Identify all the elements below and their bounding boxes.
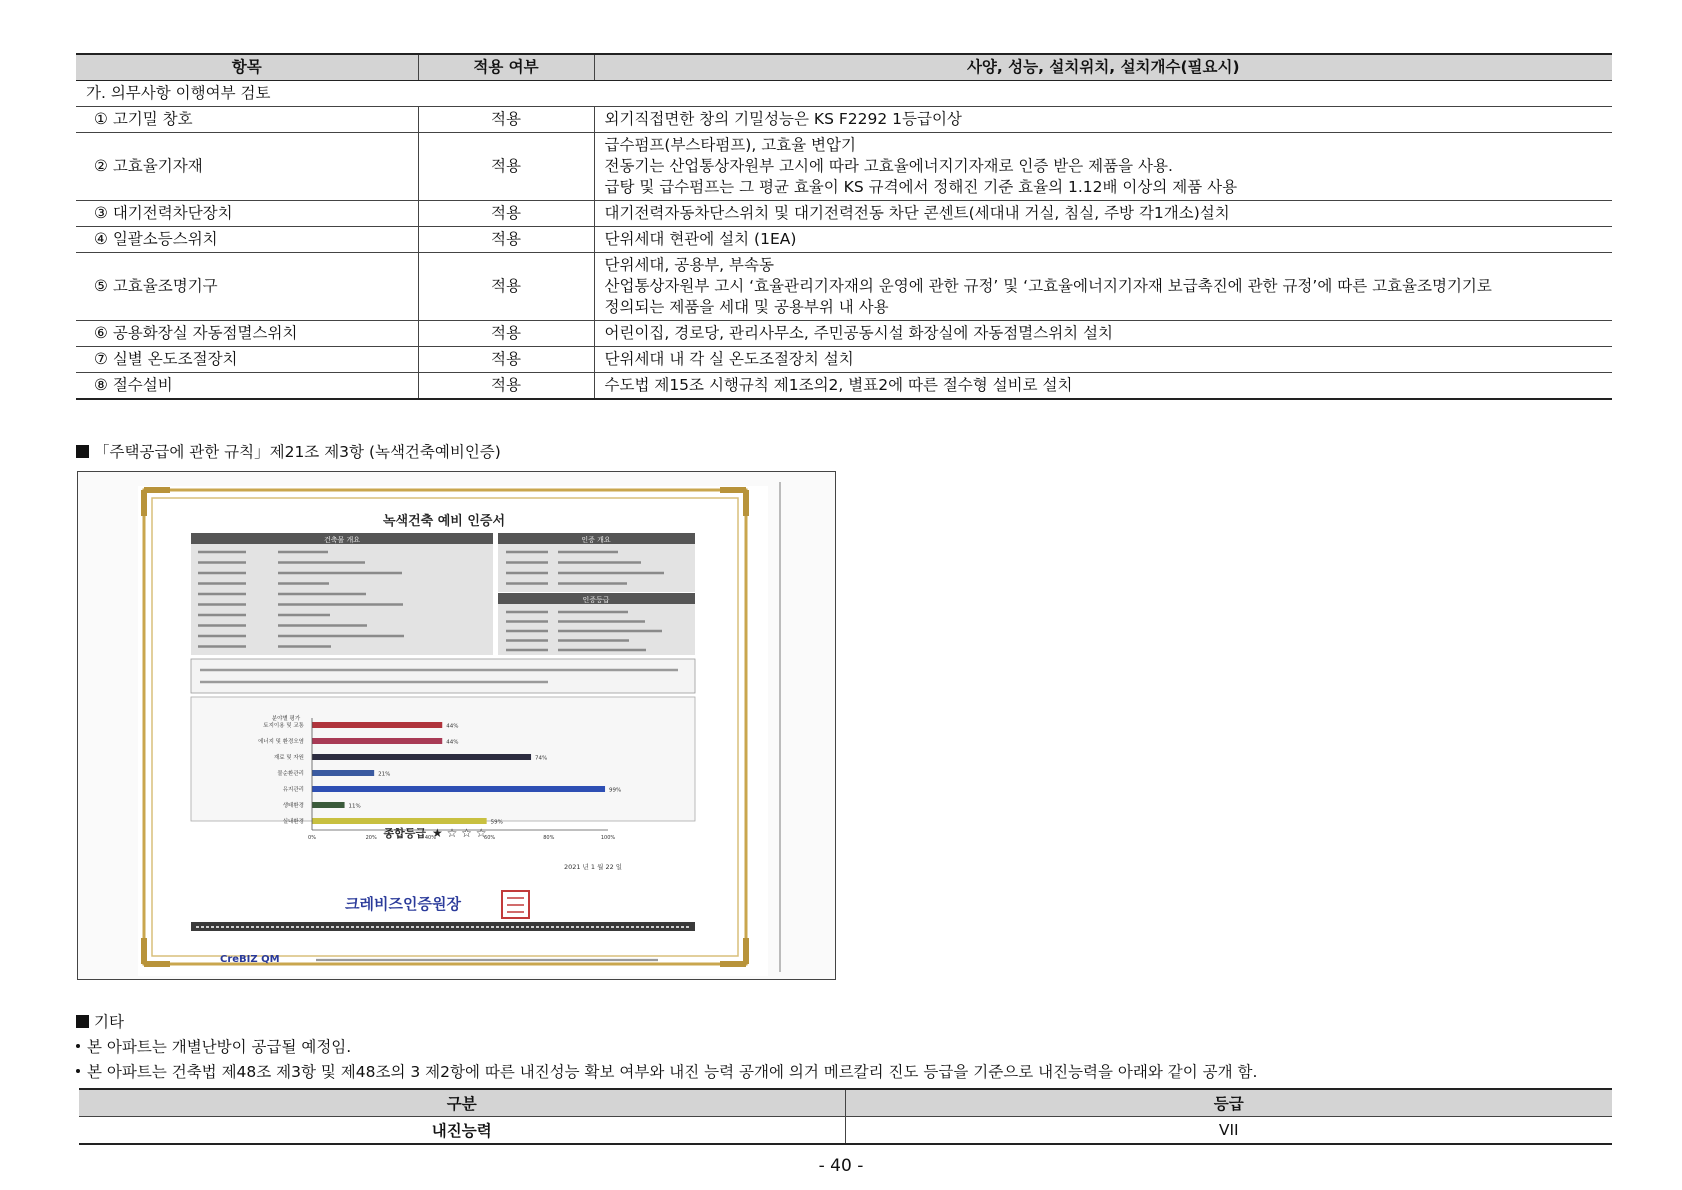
table-row xyxy=(76,201,1612,227)
mandatory-items-table xyxy=(76,53,1612,400)
chart-value-label: 74% xyxy=(535,755,548,762)
chart-bar xyxy=(312,738,442,744)
grade-table-header xyxy=(79,1089,1612,1117)
spec-cell xyxy=(594,133,1612,201)
bullet-dot-icon xyxy=(76,1069,80,1073)
left-info-box xyxy=(191,544,493,655)
cert-heading-text: 「주택공급에 관한 규칙」제21조 제3항 (녹색건축예비인증) xyxy=(94,443,501,461)
etc-heading xyxy=(76,1010,124,1032)
square-bullet-icon xyxy=(76,445,89,458)
etc-bullet-1 xyxy=(74,1035,351,1057)
cert-heading xyxy=(76,440,501,462)
chart-value-label: 44% xyxy=(446,723,459,730)
chart-bar xyxy=(312,770,374,776)
spec-cell xyxy=(594,253,1612,321)
chart-bar xyxy=(312,786,605,792)
spec-line: 급수펌프(부스타펌프), 고효율 변압기 xyxy=(604,136,856,154)
seismic-grade-table xyxy=(79,1088,1612,1145)
statement-box xyxy=(191,659,695,693)
chart-tick-label: 20% xyxy=(365,835,377,841)
chart-title: 분야별 평가 xyxy=(271,716,301,722)
section-title: 가. 의무사항 이행여부 검토 xyxy=(76,81,1612,107)
chart-category-label: 재료 및 자원 xyxy=(273,755,304,761)
spec-line: 수도법 제15조 시행규칙 제1조의2, 별표2에 따른 절수형 설비로 설치 xyxy=(604,376,1073,394)
item-name: ⑧ 절수설비 xyxy=(76,373,418,400)
chart-bar xyxy=(312,802,345,808)
chart-value-label: 44% xyxy=(446,739,459,746)
spec-cell xyxy=(594,321,1612,347)
cert-issuer: 크레비즈인증원장 xyxy=(345,895,461,913)
chart-tick-label: 60% xyxy=(484,835,496,841)
chart-bar xyxy=(312,722,442,728)
table-row xyxy=(76,373,1612,400)
chart-bar xyxy=(312,754,531,760)
applied-status: 적용 xyxy=(418,373,594,400)
grade-table-row xyxy=(79,1117,1612,1145)
grade-header-grade: 등급 xyxy=(845,1089,1612,1117)
square-bullet-icon xyxy=(76,1015,89,1028)
spec-cell xyxy=(594,347,1612,373)
chart-tick-label: 80% xyxy=(543,835,555,841)
grade-header: 인증등급 xyxy=(582,596,610,604)
applied-status: 적용 xyxy=(418,347,594,373)
chart-tick-label: 100% xyxy=(600,835,616,841)
item-name: ③ 대기전력차단장치 xyxy=(76,201,418,227)
spec-line: 급탕 및 급수펌프는 그 평균 효율이 KS 규격에서 정해진 기준 효율의 1.12배 이상의 제품 사용 xyxy=(604,178,1238,196)
applied-status: 적용 xyxy=(418,253,594,321)
overall-grade-stars: ★ ☆ ☆ ☆ xyxy=(432,826,487,840)
header-spec: 사양, 성능, 설치위치, 설치개수(필요시) xyxy=(594,54,1612,81)
spec-line: 단위세대, 공용부, 부속동 xyxy=(604,256,774,274)
chart-value-label: 59% xyxy=(490,819,503,826)
item-name: ⑥ 공용화장실 자동점멸스위치 xyxy=(76,321,418,347)
cert-date: 2021 년 1 월 22 일 xyxy=(563,863,623,871)
item-name: ② 고효율기자재 xyxy=(76,133,418,201)
chart-bar xyxy=(312,818,487,824)
spec-line: 전동기는 산업통상자원부 고시에 따라 고효율에너지기자재로 인증 받은 제품을 사용. xyxy=(604,157,1173,175)
spec-cell xyxy=(594,107,1612,133)
table-row xyxy=(76,133,1612,201)
chart-category-label: 물순환관리 xyxy=(277,771,304,777)
table-row xyxy=(76,227,1612,253)
chart-value-label: 99% xyxy=(609,787,622,794)
applied-status: 적용 xyxy=(418,201,594,227)
spec-line: 단위세대 현관에 설치 (1EA) xyxy=(604,230,797,248)
page-number: - 40 - xyxy=(818,1156,864,1176)
etc-bullet-text: 본 아파트는 개별난방이 공급될 예정임. xyxy=(87,1038,352,1056)
grade-row-value: VII xyxy=(845,1117,1612,1145)
applied-status: 적용 xyxy=(418,321,594,347)
etc-bullet-2 xyxy=(74,1060,1257,1082)
header-applied: 적용 여부 xyxy=(418,54,594,81)
chart-category-label: 실내환경 xyxy=(282,819,304,825)
spec-line: 외기직접면한 창의 기밀성능은 KS F2292 1등급이상 xyxy=(604,110,962,128)
table-row xyxy=(76,347,1612,373)
table-row xyxy=(76,253,1612,321)
applied-status: 적용 xyxy=(418,227,594,253)
left-info-header: 건축물 개요 xyxy=(323,536,361,544)
spec-line: 단위세대 내 각 실 온도조절장치 설치 xyxy=(604,350,854,368)
applied-status: 적용 xyxy=(418,133,594,201)
item-name: ① 고기밀 창호 xyxy=(76,107,418,133)
spec-cell xyxy=(594,373,1612,400)
etc-heading-text: 기타 xyxy=(94,1013,124,1031)
chart-tick-label: 40% xyxy=(424,835,436,841)
chart-category-label: 생태환경 xyxy=(282,803,304,809)
table-row xyxy=(76,321,1612,347)
certificate-drawing xyxy=(78,472,835,979)
spec-line: 대기전력자동차단스위치 및 대기전력전동 차단 콘센트(세대내 거실, 침실, 주방 각1개소)설치 xyxy=(604,204,1230,222)
grade-header-category: 구분 xyxy=(79,1089,845,1117)
chart-value-label: 11% xyxy=(348,803,361,810)
table-header-row xyxy=(76,54,1612,81)
spec-cell xyxy=(594,227,1612,253)
cert-title: 녹색건축 예비 인증서 xyxy=(382,514,506,529)
header-item: 항목 xyxy=(76,54,418,81)
table-row xyxy=(76,107,1612,133)
spec-line: 산업통상자원부 고시 ‘효율관리기자재의 운영에 관한 규정’ 및 ‘고효율에너지기자재 보급촉진에 관한 규정’에 따른 고효율조명기기로 xyxy=(604,277,1492,295)
spec-cell xyxy=(594,201,1612,227)
applied-status: 적용 xyxy=(418,107,594,133)
footer-logo: CreBIZ QM xyxy=(220,954,280,965)
etc-bullet-text: 본 아파트는 건축법 제48조 제3항 및 제48조의 3 제2항에 따른 내진성능 확보 여부와 내진 능력 공개에 의거 메르칼리 진도 등급을 기준으로 내진능력을 아래와 같이 공개 함. xyxy=(87,1063,1258,1081)
certificate-image xyxy=(77,471,836,980)
item-name: ⑦ 실별 온도조절장치 xyxy=(76,347,418,373)
item-name: ⑤ 고효율조명기구 xyxy=(76,253,418,321)
grade-row-category: 내진능력 xyxy=(79,1117,845,1145)
chart-category-label: 에너지 및 환경오염 xyxy=(257,739,304,745)
chart-value-label: 21% xyxy=(378,771,391,778)
chart-category-label: 유지관리 xyxy=(282,787,304,793)
spec-line: 어린이집, 경로당, 관리사무소, 주민공동시설 화장실에 자동점멸스위치 설치 xyxy=(604,324,1114,342)
overall-grade-label: 종합등급 xyxy=(383,827,426,840)
chart-tick-label: 0% xyxy=(308,835,316,841)
spec-line: 정의되는 제품을 세대 및 공용부위 내 사용 xyxy=(604,298,889,316)
section-row xyxy=(76,81,1612,107)
right-info-header: 인증 개요 xyxy=(581,536,611,544)
chart-category-label: 토지이용 및 교통 xyxy=(263,723,304,729)
bullet-dot-icon xyxy=(76,1044,80,1048)
item-name: ④ 일괄소등스위치 xyxy=(76,227,418,253)
